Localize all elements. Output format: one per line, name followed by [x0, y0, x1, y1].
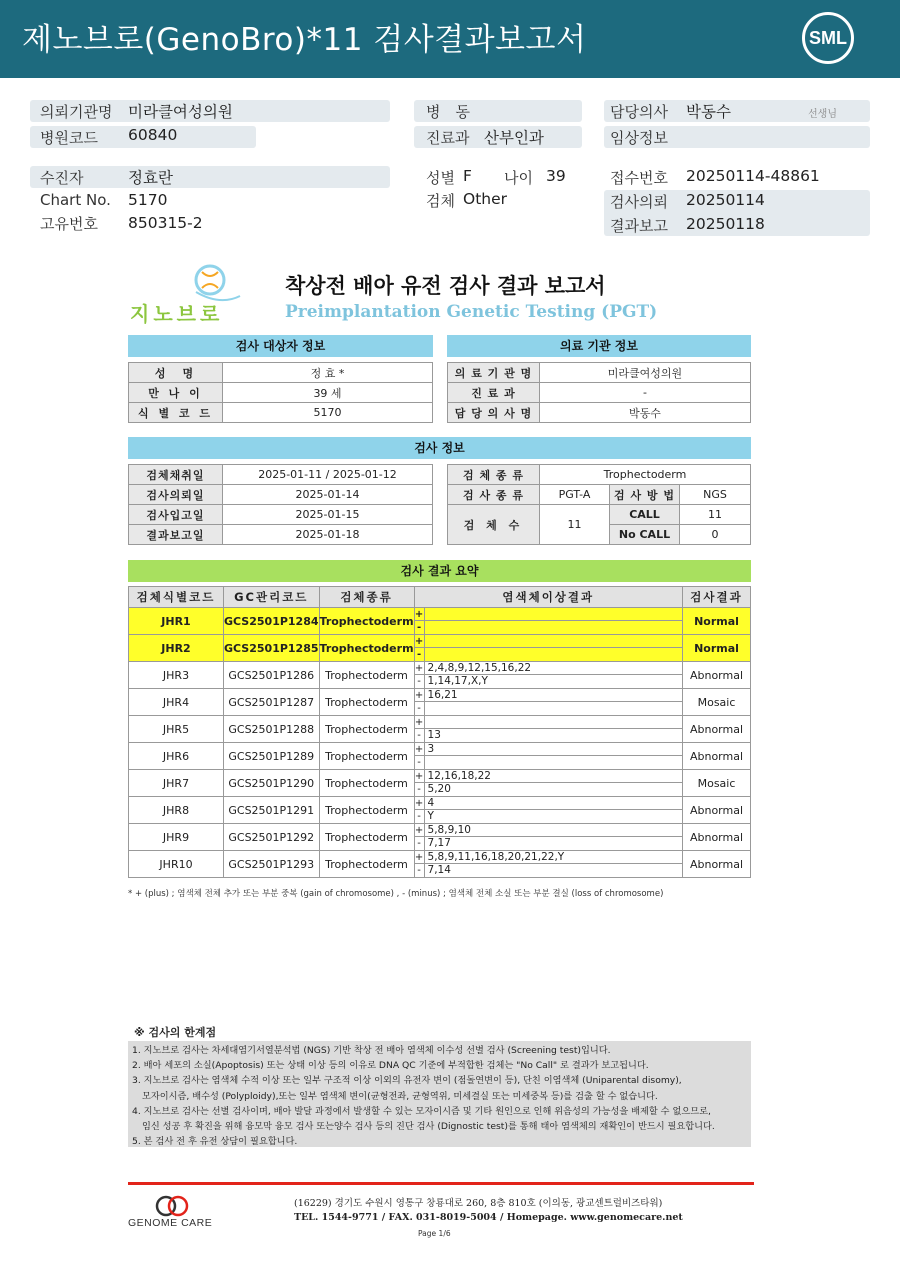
facility-info-heading: 의료 기관 정보 — [447, 335, 751, 357]
gc-code: GCS2501P1288 — [224, 716, 320, 743]
genome-care-logo — [128, 1195, 218, 1235]
genobro-emblem-icon — [130, 262, 242, 302]
gain-chromosomes: 4 — [425, 797, 682, 810]
specimen-type: Trophectoderm — [319, 797, 414, 824]
test-result: Abnormal — [683, 824, 751, 851]
subject-id-value: 5170 — [223, 403, 433, 423]
limitation-item: 4. 지노브로 검사는 선별 검사이며, 배아 발달 과정에서 발생할 수 있는 모자이시즘 및 기타 원인으로 인해 위음성의 가능성을 배제할 수 없으므로, — [132, 1105, 711, 1117]
ward-label: 병 동 — [426, 103, 470, 121]
results-footnote: * + (plus) ; 염색체 전체 추가 또는 부분 중복 (gain of chromosome) , - (minus) ; 염색체 전체 소실 또는 부분 결실 (loss of chromosome) — [128, 889, 664, 899]
report-date-label-2: 결과보고일 — [129, 525, 223, 545]
unique-no-label: 고유번호 — [40, 215, 98, 233]
test-result: Abnormal — [683, 743, 751, 770]
footer-divider — [128, 1182, 754, 1185]
gc-code: GCS2501P1285 — [224, 635, 320, 662]
plus-marker: + — [414, 717, 424, 728]
plus-minus-markers — [414, 743, 424, 770]
gain-chromosomes — [425, 716, 682, 729]
doctor-value: 박동수 — [686, 103, 731, 121]
test-method-label: 검 사 방 법 — [610, 485, 680, 505]
gc-code: GCS2501P1287 — [224, 689, 320, 716]
minus-marker: - — [416, 622, 422, 633]
gc-code: GCS2501P1290 — [224, 770, 320, 797]
test-specimen-table — [447, 464, 751, 545]
test-result: Abnormal — [683, 797, 751, 824]
info-bar-recipient — [30, 166, 390, 188]
gc-code: GCS2501P1289 — [224, 743, 320, 770]
chromosome-result — [424, 851, 682, 878]
results-summary-heading: 검사 결과 요약 — [128, 560, 751, 582]
specimen-type: Trophectoderm — [319, 824, 414, 851]
minus-marker: - — [417, 811, 421, 822]
col-chromosome-result: 염색체이상결과 — [414, 587, 682, 608]
limitations-box — [128, 1041, 751, 1147]
specimen-type: Trophectoderm — [319, 851, 414, 878]
sex-label: 성별 — [426, 169, 455, 187]
plus-marker: + — [414, 609, 424, 620]
genome-care-logo-text: GENOME CARE — [128, 1217, 213, 1229]
receipt-no-label: 접수번호 — [610, 169, 668, 187]
col-specimen-id: 검체식별코드 — [129, 587, 224, 608]
clinical-label: 임상정보 — [610, 129, 668, 147]
gc-code: GCS2501P1291 — [224, 797, 320, 824]
institution-value: 미라클여성의원 — [128, 103, 233, 121]
results-table — [128, 586, 751, 878]
receive-date-value: 2025-01-15 — [223, 505, 433, 525]
facility-dept-label: 진 료 과 — [448, 383, 540, 403]
subject-info-heading: 검사 대상자 정보 — [128, 335, 433, 357]
col-specimen-type: 검체종류 — [319, 587, 414, 608]
doctor-suffix: 선생님 — [808, 109, 837, 120]
result-row — [129, 689, 751, 716]
institution-label: 의뢰기관명 — [40, 103, 113, 121]
specimen-type-value: Trophectoderm — [540, 465, 751, 485]
report-date-label: 결과보고 — [610, 217, 668, 235]
loss-chromosomes: 1,14,17,X,Y — [427, 675, 488, 687]
result-row — [129, 824, 751, 851]
result-row — [129, 608, 751, 635]
loss-chromosomes — [425, 756, 682, 769]
subject-id-label: 식 별 코 드 — [129, 403, 223, 423]
facility-doctor-label: 담 당 의 사 명 — [448, 403, 540, 423]
test-info-heading: 검사 정보 — [128, 437, 751, 459]
subject-info-table — [128, 362, 433, 423]
document-title: 제노브로(GenoBro)*11 검사결과보고서 — [22, 22, 587, 58]
plus-minus-markers — [414, 824, 424, 851]
specimen-id: JHR2 — [129, 635, 224, 662]
minus-marker: - — [417, 838, 421, 849]
facility-info-table — [447, 362, 751, 423]
loss-chromosomes: 13 — [427, 729, 441, 741]
minus-marker: - — [417, 703, 421, 714]
plus-minus-markers — [414, 770, 424, 797]
chromosome-result — [424, 662, 682, 689]
chromosome-result — [424, 824, 682, 851]
specimen-count-label: 검 체 수 — [448, 505, 540, 545]
gc-code: GCS2501P1293 — [224, 851, 320, 878]
minus-marker: - — [417, 730, 421, 741]
receipt-no-value: 20250114-48861 — [686, 167, 820, 185]
report-title: 착상전 배아 유전 검사 결과 보고서 — [285, 274, 606, 298]
specimen-id: JHR8 — [129, 797, 224, 824]
facility-doctor-value: 박동수 — [540, 403, 751, 423]
loss-chromosomes — [425, 648, 682, 661]
minus-marker: - — [416, 649, 422, 660]
gain-chromosomes: 16,21 — [425, 689, 682, 702]
test-result: Normal — [683, 608, 751, 635]
test-type-value: PGT-A — [540, 485, 610, 505]
results-header-row — [129, 587, 751, 608]
receive-date-label: 검사입고일 — [129, 505, 223, 525]
limitation-item: 임신 성공 후 확진을 위해 융모막 융모 검사 또는양수 검사 등의 진단 검사 (Dignostic test)를 통해 태아 염색체의 재확인이 반드시 필요합니다. — [142, 1121, 715, 1133]
specimen-label: 검체 — [426, 192, 455, 210]
specimen-type: Trophectoderm — [319, 770, 414, 797]
result-row — [129, 662, 751, 689]
sml-logo: SML — [802, 12, 854, 64]
limitation-item: 5. 본 검사 전 후 유전 상담이 필요합니다. — [132, 1136, 298, 1148]
collect-date-value: 2025-01-11 / 2025-01-12 — [223, 465, 433, 485]
gc-code: GCS2501P1284 — [224, 608, 320, 635]
test-result: Abnormal — [683, 662, 751, 689]
request-date-value-2: 2025-01-14 — [223, 485, 433, 505]
hospital-code-value: 60840 — [128, 126, 178, 144]
specimen-id: JHR1 — [129, 608, 224, 635]
genobro-logo — [130, 262, 242, 326]
dept-value: 산부인과 — [484, 129, 544, 147]
test-result: Mosaic — [683, 689, 751, 716]
loss-chromosomes: 7,14 — [427, 864, 451, 876]
result-row — [129, 743, 751, 770]
specimen-id: JHR10 — [129, 851, 224, 878]
genome-care-emblem-icon — [152, 1195, 192, 1217]
gain-chromosomes: 5,8,9,11,16,18,20,21,22,Y — [425, 851, 682, 864]
gain-chromosomes — [425, 635, 682, 648]
report-subtitle: Preimplantation Genetic Testing (PGT) — [285, 302, 658, 322]
specimen-type: Trophectoderm — [319, 743, 414, 770]
call-value: 11 — [680, 505, 751, 525]
plus-minus-markers — [414, 635, 424, 662]
col-gc-code: GC관리코드 — [224, 587, 320, 608]
request-date-label: 검사의뢰 — [610, 193, 668, 211]
plus-marker: + — [414, 771, 424, 782]
plus-minus-markers — [414, 662, 424, 689]
gain-chromosomes: 3 — [425, 743, 682, 756]
subject-name-value: 정 효 * — [223, 363, 433, 383]
limitation-item: 1. 지노브로 검사는 차세대염기서열분석법 (NGS) 기반 착상 전 배아 염색체 이수성 선별 검사 (Screening test)입니다. — [132, 1045, 611, 1056]
test-type-label: 검 사 종 류 — [448, 485, 540, 505]
gain-chromosomes: 5,8,9,10 — [425, 824, 682, 837]
minus-marker: - — [417, 676, 421, 687]
plus-marker: + — [414, 636, 424, 647]
report-date-value-2: 2025-01-18 — [223, 525, 433, 545]
specimen-type: Trophectoderm — [319, 608, 414, 635]
limitations-title: ※ 검사의 한계점 — [134, 1026, 217, 1039]
chromosome-result — [424, 770, 682, 797]
plus-minus-markers — [414, 716, 424, 743]
plus-marker: + — [414, 825, 424, 836]
age-label: 나이 — [504, 169, 533, 187]
minus-marker: - — [417, 865, 421, 876]
doctor-label: 담당의사 — [610, 103, 668, 121]
request-date-value: 20250114 — [686, 191, 765, 209]
genobro-logo-text: 지노브로 — [130, 302, 224, 326]
facility-name-value: 미라클여성의원 — [540, 363, 751, 383]
plus-minus-markers — [414, 797, 424, 824]
request-date-label-2: 검사의뢰일 — [129, 485, 223, 505]
hospital-code-label: 병원코드 — [40, 129, 98, 147]
footer-contact: TEL. 1544-9771 / FAX. 031-8019-5004 / Homepage. www.genomecare.net — [294, 1212, 683, 1223]
loss-chromosomes: 5,20 — [427, 783, 451, 795]
recipient-value: 정효란 — [128, 169, 173, 187]
collect-date-label: 검체채취일 — [129, 465, 223, 485]
plus-minus-markers — [414, 689, 424, 716]
gc-code: GCS2501P1286 — [224, 662, 320, 689]
specimen-type: Trophectoderm — [319, 689, 414, 716]
result-row — [129, 797, 751, 824]
gain-chromosomes — [425, 608, 682, 621]
test-result: Abnormal — [683, 716, 751, 743]
subject-age-label: 만 나 이 — [129, 383, 223, 403]
plus-marker: + — [414, 663, 424, 674]
chromosome-result — [424, 797, 682, 824]
specimen-id: JHR7 — [129, 770, 224, 797]
specimen-id: JHR5 — [129, 716, 224, 743]
facility-name-label: 의 료 기 관 명 — [448, 363, 540, 383]
specimen-id: JHR9 — [129, 824, 224, 851]
gain-chromosomes: 12,16,18,22 — [425, 770, 682, 783]
specimen-id: JHR6 — [129, 743, 224, 770]
gc-code: GCS2501P1292 — [224, 824, 320, 851]
page-number: Page 1/6 — [418, 1229, 451, 1238]
nocall-value: 0 — [680, 525, 751, 545]
report-date-value: 20250118 — [686, 215, 765, 233]
chart-no-label: Chart No. — [40, 191, 111, 209]
specimen-type: Trophectoderm — [319, 635, 414, 662]
test-result: Abnormal — [683, 851, 751, 878]
result-row — [129, 851, 751, 878]
specimen-type: Trophectoderm — [319, 716, 414, 743]
test-result: Mosaic — [683, 770, 751, 797]
chromosome-result — [424, 743, 682, 770]
test-result: Normal — [683, 635, 751, 662]
dept-label: 진료과 — [426, 129, 470, 147]
plus-minus-markers — [414, 851, 424, 878]
plus-minus-markers — [414, 608, 424, 635]
chromosome-result — [424, 716, 682, 743]
facility-dept-value: - — [540, 383, 751, 403]
result-row — [129, 770, 751, 797]
footer-address-block — [294, 1197, 683, 1225]
chromosome-result — [424, 608, 682, 635]
loss-chromosomes: 7,17 — [427, 837, 451, 849]
specimen-id: JHR3 — [129, 662, 224, 689]
limitation-item: 2. 배아 세포의 소실(Apoptosis) 또는 상태 이상 등의 이유로 DNA QC 기준에 부적합한 검체는 "No Call" 로 결과가 보고됩니다. — [132, 1060, 649, 1072]
specimen-value: Other — [463, 190, 508, 208]
minus-marker: - — [417, 757, 421, 768]
sex-value: F — [463, 167, 472, 185]
loss-chromosomes: Y — [427, 810, 434, 822]
nocall-label: No CALL — [610, 525, 680, 545]
specimen-type: Trophectoderm — [319, 662, 414, 689]
plus-marker: + — [414, 798, 424, 809]
footer-address: (16229) 경기도 수원시 영통구 창룡대로 260, 8층 810호 (이의동, 광교센트럴비즈타워) — [294, 1198, 663, 1209]
limitation-item: 3. 지노브로 검사는 염색체 수적 이상 또는 일부 구조적 이상 이외의 유전자 변이 (점돌연변이 등), 단친 이염색체 (Uniparental disomy), — [132, 1075, 682, 1087]
gain-chromosomes: 2,4,8,9,12,15,16,22 — [425, 662, 682, 675]
call-label: CALL — [610, 505, 680, 525]
loss-chromosomes — [425, 702, 682, 715]
header-bar — [0, 0, 900, 78]
plus-marker: + — [414, 852, 424, 863]
result-row — [129, 716, 751, 743]
chromosome-result — [424, 689, 682, 716]
subject-name-label: 성 명 — [129, 363, 223, 383]
col-test-result: 검사결과 — [683, 587, 751, 608]
test-method-value: NGS — [680, 485, 751, 505]
specimen-count-value: 11 — [540, 505, 610, 545]
limitation-item: 모자이시즘, 배수성 (Polyploidy),또는 일부 염색체 변이(균형전좌, 균형역위, 미세결실 또는 미세중복 등)를 검출 할 수 없습니다. — [142, 1090, 658, 1102]
minus-marker: - — [417, 784, 421, 795]
plus-marker: + — [414, 744, 424, 755]
result-row — [129, 635, 751, 662]
recipient-label: 수진자 — [40, 169, 84, 187]
chart-no-value: 5170 — [128, 191, 168, 209]
subject-age-value: 39 세 — [223, 383, 433, 403]
unique-no-value: 850315-2 — [128, 214, 203, 232]
chromosome-result — [424, 635, 682, 662]
test-dates-table — [128, 464, 433, 545]
age-value: 39 — [546, 167, 566, 185]
specimen-type-label: 검 체 종 류 — [448, 465, 540, 485]
loss-chromosomes — [425, 621, 682, 634]
plus-marker: + — [414, 690, 424, 701]
specimen-id: JHR4 — [129, 689, 224, 716]
